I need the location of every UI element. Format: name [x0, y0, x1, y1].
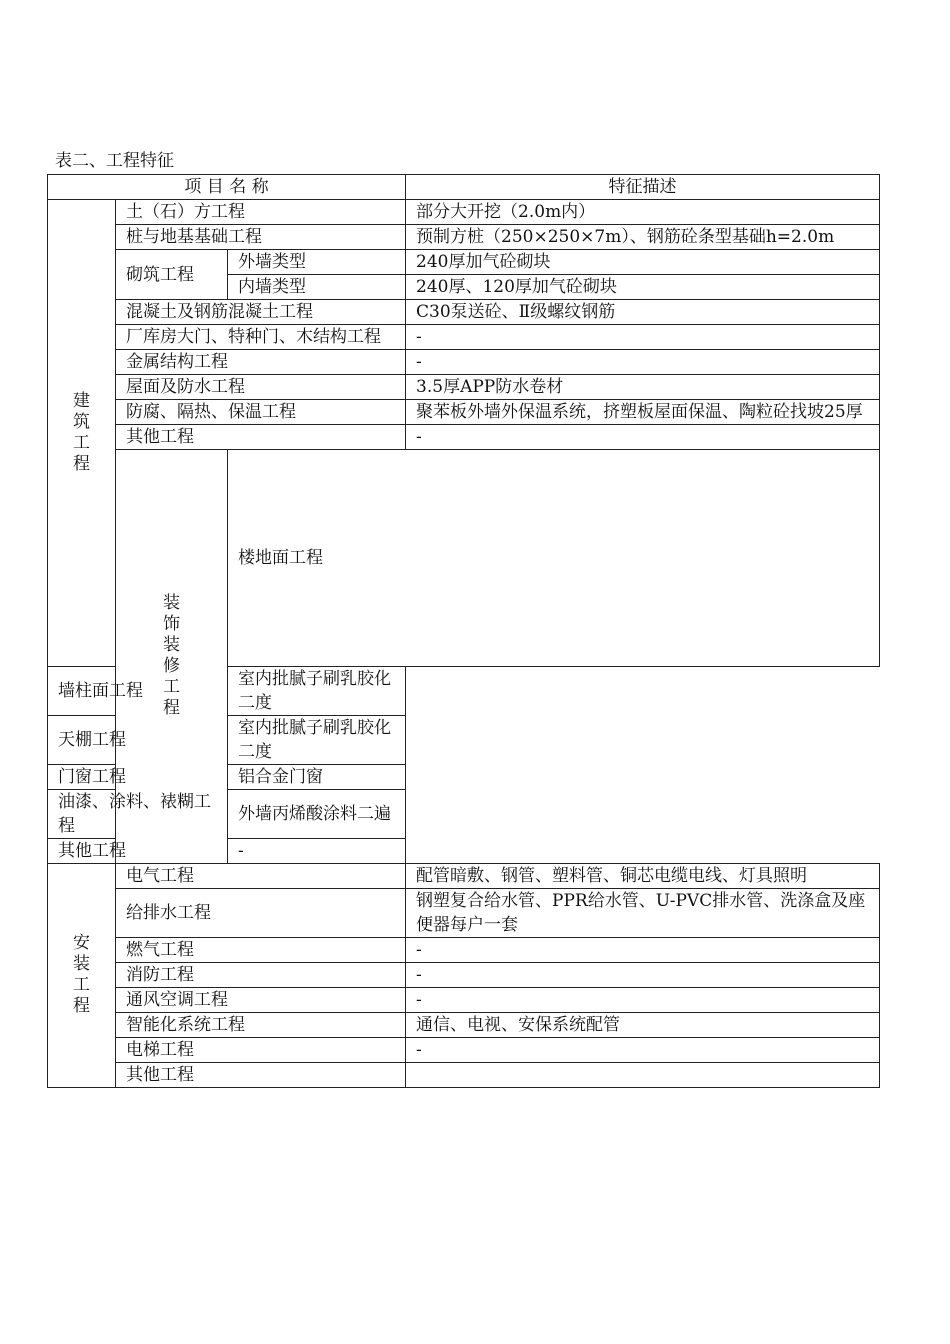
item-name: 防腐、隔热、保温工程 — [116, 400, 406, 425]
item-desc: 室内批腻子刷乳胶化二度 — [228, 716, 406, 765]
item-desc: - — [406, 988, 880, 1013]
item-desc: - — [406, 963, 880, 988]
item-desc: - — [406, 325, 880, 350]
item-desc: C30泵送砼、Ⅱ级螺纹钢筋 — [406, 300, 880, 325]
item-desc: - — [406, 1038, 880, 1063]
table-row — [48, 250, 880, 275]
item-desc: 室内批腻子刷乳胶化二度 — [228, 667, 406, 716]
table-row — [48, 864, 880, 889]
table-header-row — [48, 175, 880, 200]
item-name: 电气工程 — [116, 864, 406, 889]
item-name: 其他工程 — [48, 839, 228, 864]
item-desc: 240厚、120厚加气砼砌块 — [406, 275, 880, 300]
project-features-table — [47, 174, 880, 1088]
item-name: 厂库房大门、特种门、木结构工程 — [116, 325, 406, 350]
item-name: 混凝土及钢筋混凝土工程 — [116, 300, 406, 325]
table-row — [48, 1063, 880, 1088]
item-desc: 配管暗敷、钢管、塑料管、铜芯电缆电线、灯具照明 — [406, 864, 880, 889]
table-row — [48, 400, 880, 425]
sub-item-name: 内墙类型 — [228, 275, 406, 300]
group-install: 安装工程 — [48, 864, 116, 1088]
item-desc: 3.5厚APP防水卷材 — [406, 375, 880, 400]
item-desc: - — [406, 425, 880, 450]
table-row — [48, 300, 880, 325]
item-name: 给排水工程 — [116, 889, 406, 938]
table-row — [48, 450, 880, 667]
table-row — [48, 765, 880, 790]
item-name: 屋面及防水工程 — [116, 375, 406, 400]
item-name: 燃气工程 — [116, 938, 406, 963]
table-caption: 表二、工程特征 — [55, 151, 174, 171]
item-desc: - — [406, 938, 880, 963]
header-name: 项 目 名 称 — [48, 175, 406, 200]
item-name: 消防工程 — [116, 963, 406, 988]
item-desc: 钢塑复合给水管、PPR给水管、U-PVC排水管、洗涤盒及座便器每户一套 — [406, 889, 880, 938]
table-row — [48, 938, 880, 963]
item-desc: - — [406, 350, 880, 375]
table-row — [48, 963, 880, 988]
item-name: 楼地面工程 — [228, 450, 880, 667]
item-name: 金属结构工程 — [116, 350, 406, 375]
item-desc: 通信、电视、安保系统配管 — [406, 1013, 880, 1038]
item-name: 土（石）方工程 — [116, 200, 406, 225]
group-building: 建筑工程 — [48, 200, 116, 667]
table-row — [48, 889, 880, 938]
table-row — [48, 1038, 880, 1063]
table-row — [48, 790, 880, 839]
table-row — [48, 425, 880, 450]
table-row — [48, 200, 880, 225]
item-name: 其他工程 — [116, 425, 406, 450]
item-name: 电梯工程 — [116, 1038, 406, 1063]
item-name: 智能化系统工程 — [116, 1013, 406, 1038]
sub-item-name: 外墙类型 — [228, 250, 406, 275]
item-name: 通风空调工程 — [116, 988, 406, 1013]
item-name: 天棚工程 — [48, 716, 228, 765]
item-name: 油漆、涂料、裱糊工程 — [48, 790, 228, 839]
item-desc: 240厚加气砼砌块 — [406, 250, 880, 275]
header-desc: 特征描述 — [406, 175, 880, 200]
item-desc: 聚苯板外墙外保温系统，挤塑板屋面保温、陶粒砼找坡25厚 — [406, 400, 880, 425]
item-name: 门窗工程 — [48, 765, 228, 790]
item-desc: 部分大开挖（2.0m内） — [406, 200, 880, 225]
table-row — [48, 988, 880, 1013]
table-row — [48, 375, 880, 400]
table-row — [48, 716, 880, 765]
table-row — [48, 1013, 880, 1038]
table-row — [48, 839, 880, 864]
table-row — [48, 325, 880, 350]
item-desc — [406, 1063, 880, 1088]
item-name: 桩与地基基础工程 — [116, 225, 406, 250]
item-name: 砌筑工程 — [116, 250, 228, 300]
item-desc: 外墙丙烯酸涂料二遍 — [228, 790, 406, 839]
item-desc: 预制方桩（250×250×7m）、钢筋砼条型基础h=2.0m — [406, 225, 880, 250]
table-row — [48, 225, 880, 250]
group-decoration: 装饰装修工程 — [116, 450, 228, 864]
table-row — [48, 350, 880, 375]
item-name: 其他工程 — [116, 1063, 406, 1088]
item-desc: 铝合金门窗 — [228, 765, 406, 790]
item-name: 墙柱面工程 — [48, 667, 228, 716]
item-desc: - — [228, 839, 406, 864]
